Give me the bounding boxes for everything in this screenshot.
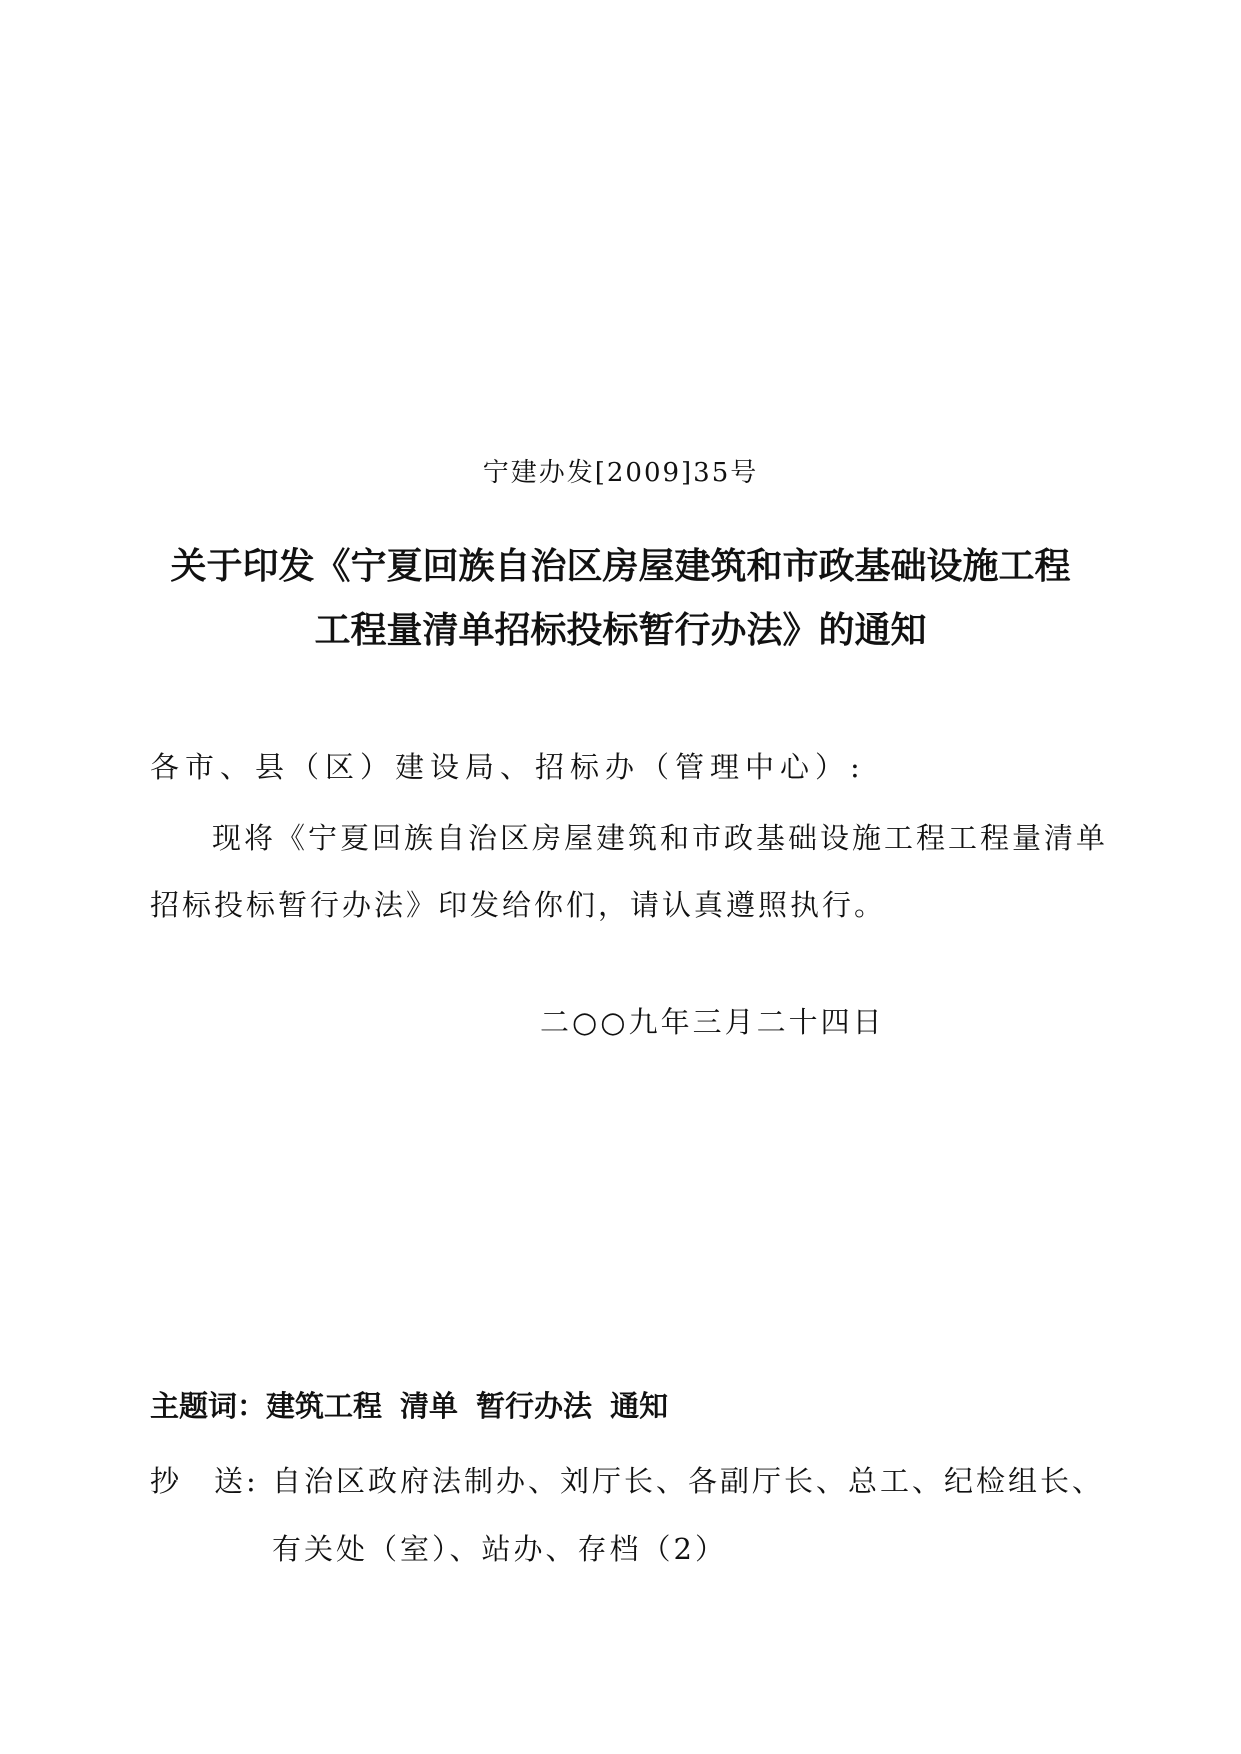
title-line-2: 工程量清单招标投标暂行办法》的通知 — [314, 610, 927, 651]
body-line-2: 招标投标暂行办法》印发给你们，请认真遵照执行。 — [150, 888, 887, 922]
keyword: 暂行办法 — [476, 1389, 593, 1423]
addressee: 各市、县（区）建设局、招标办（管理中心）: — [150, 750, 866, 784]
keyword: 通知 — [610, 1389, 669, 1423]
cc-label: 抄 送: — [150, 1464, 259, 1498]
body-line-1: 现将《宁夏回族自治区房屋建筑和市政基础设施工程工程量清单 — [212, 821, 1109, 855]
cc-recipients — [272, 1447, 1132, 1583]
keyword: 清单 — [400, 1389, 459, 1423]
cc-line-1: 自治区政府法制办、刘厅长、各副厅长、总工、纪检组长、 — [272, 1464, 1105, 1498]
subject-keywords — [150, 1384, 686, 1425]
title-line-1: 关于印发《宁夏回族自治区房屋建筑和市政基础设施工程 — [170, 546, 1071, 587]
keyword: 建筑工程 — [266, 1389, 383, 1423]
body-paragraph — [150, 805, 1110, 939]
keywords-label: 主题词： — [150, 1389, 267, 1423]
cc-line-2: 有关处（室）、站办、存档（2） — [272, 1532, 727, 1566]
document-title — [120, 535, 1121, 663]
issue-date: 二○○九年三月二十四日 — [540, 1005, 885, 1039]
document-number: 宁建办发[2009]35号 — [482, 458, 759, 488]
